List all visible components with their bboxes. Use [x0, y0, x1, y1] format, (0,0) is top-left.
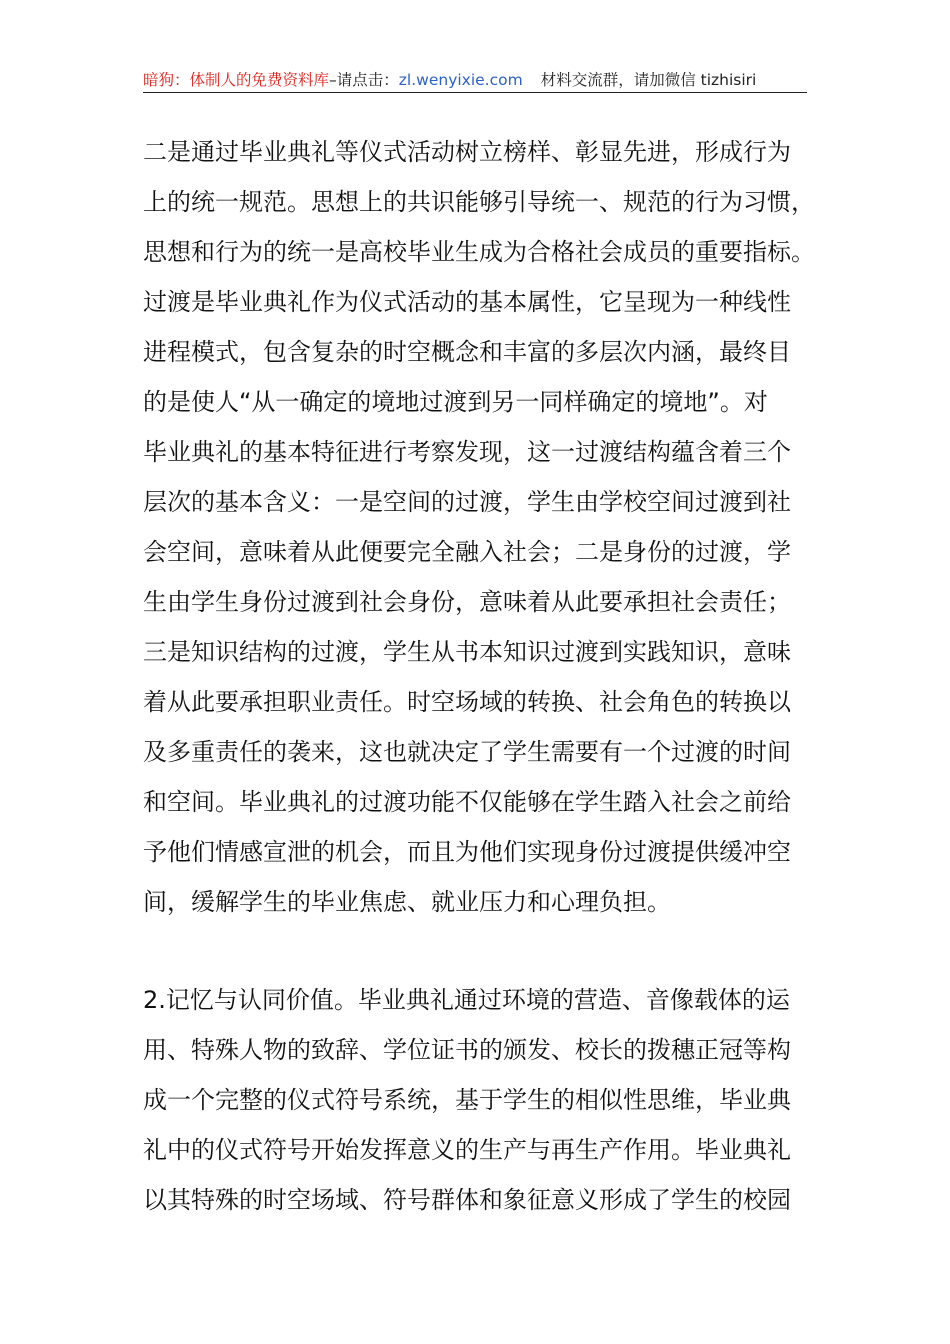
text-line: 上的统一规范。思想上的共识能够引导统一、规范的行为习惯，	[143, 188, 815, 216]
text-line: 间，缓解学生的毕业焦虑、就业压力和心理负担。	[143, 888, 671, 916]
header-site-name: 暗狗：体制人的免费资料库	[143, 71, 330, 89]
header-click-prompt: –请点击：	[329, 71, 399, 89]
page-header	[143, 68, 807, 93]
text-line: 过渡是毕业典礼作为仪式活动的基本属性，它呈现为一种线性	[143, 288, 791, 316]
text-line: 及多重责任的袭来，这也就决定了学生需要有一个过渡的时间	[143, 738, 791, 766]
text-line: 以其特殊的时空场域、符号群体和象征意义形成了学生的校园	[143, 1186, 791, 1214]
body-paragraph-1	[143, 127, 815, 927]
text-line: 2.记忆与认同价值。毕业典礼通过环境的营造、音像载体的运	[143, 986, 790, 1014]
text-line: 的是使人“从一确定的境地过渡到另一同样确定的境地”。对	[143, 388, 768, 416]
header-group-note: 材料交流群，请加微信 tizhisiri	[540, 71, 757, 89]
header-url-link[interactable]: zl.wenyixie.com	[398, 71, 523, 89]
text-line: 和空间。毕业典礼的过渡功能不仅能够在学生踏入社会之前给	[143, 788, 791, 816]
text-line: 礼中的仪式符号开始发挥意义的生产与再生产作用。毕业典礼	[143, 1136, 791, 1164]
text-line: 思想和行为的统一是高校毕业生成为合格社会成员的重要指标。	[143, 238, 815, 266]
text-line: 会空间，意味着从此便要完全融入社会；二是身份的过渡，学	[143, 538, 791, 566]
text-line: 二是通过毕业典礼等仪式活动树立榜样、彰显先进，形成行为	[143, 138, 791, 166]
text-line: 予他们情感宣泄的机会，而且为他们实现身份过渡提供缓冲空	[143, 838, 791, 866]
text-line: 着从此要承担职业责任。时空场域的转换、社会角色的转换以	[143, 688, 791, 716]
text-line: 三是知识结构的过渡，学生从书本知识过渡到实践知识，意味	[143, 638, 791, 666]
text-line: 层次的基本含义：一是空间的过渡，学生由学校空间过渡到社	[143, 488, 791, 516]
text-line: 进程模式，包含复杂的时空概念和丰富的多层次内涵，最终目	[143, 338, 791, 366]
body-paragraph-2	[143, 975, 815, 1225]
text-line: 生由学生身份过渡到社会身份，意味着从此要承担社会责任；	[143, 588, 791, 616]
text-line: 用、特殊人物的致辞、学位证书的颁发、校长的拨穗正冠等构	[143, 1036, 791, 1064]
text-line: 毕业典礼的基本特征进行考察发现，这一过渡结构蕴含着三个	[143, 438, 791, 466]
text-line: 成一个完整的仪式符号系统，基于学生的相似性思维，毕业典	[143, 1086, 791, 1114]
